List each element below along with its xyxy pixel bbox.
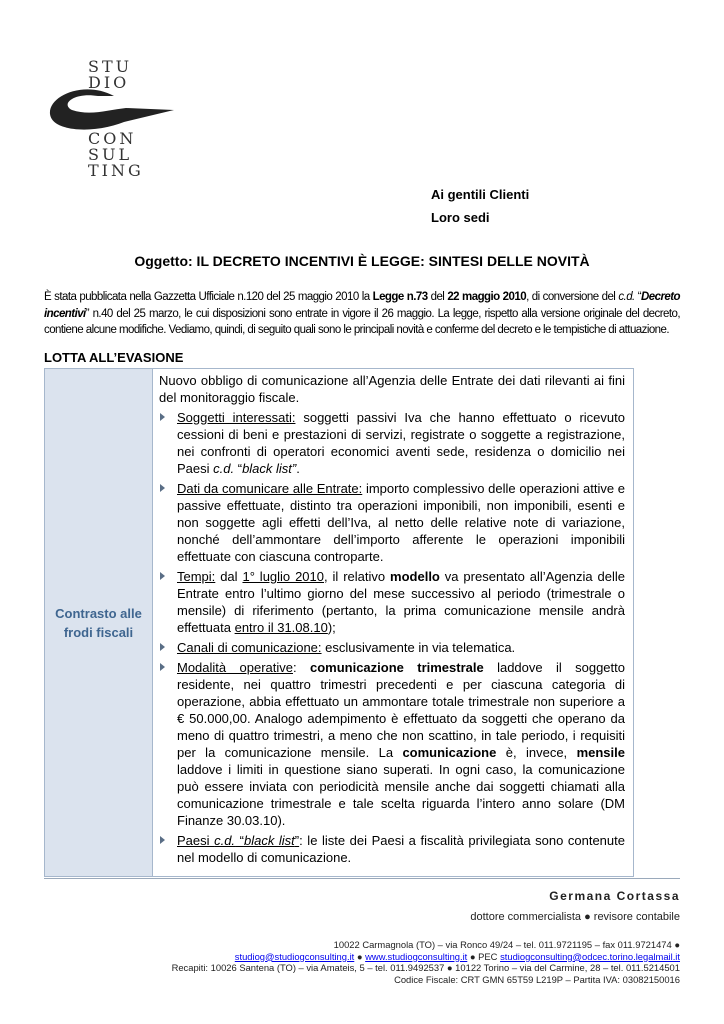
footer-name: Germana Cortassa <box>549 889 680 903</box>
intro-text: È stata pubblicata nella Gazzetta Ufficiale n.120 del 25 maggio 2010 la <box>44 291 373 303</box>
decree-name: Decreto incentivi <box>44 291 680 320</box>
bullet-text: “ <box>234 461 243 476</box>
bullet-bold: comunicazione <box>402 745 497 760</box>
footer-contacts <box>172 939 680 986</box>
list-item <box>159 832 625 866</box>
logo-line-1: STU <box>88 58 133 76</box>
bullet-text: va presentato all’Agenzia delle Entrate entro l’ultimo giorno del mese successivo al periodo (trimestrale o mensile) di riferimento (pertanto, la prima comunicazione mensile andrà effettuata <box>177 569 626 635</box>
addressee-block <box>431 187 529 233</box>
bullet-text: esclusivamente in via telematica. <box>321 640 516 655</box>
table-lead: Nuovo obbligo di comunicazione all’Agenzia delle Entrate dei dati rilevanti ai fini del monitoraggio fiscale. <box>159 373 625 405</box>
section-title: LOTTA ALL’EVASIONE <box>44 350 184 365</box>
bullet-arrow-icon <box>160 413 165 421</box>
list-item <box>159 659 625 829</box>
logo-line-3: CON <box>88 129 137 148</box>
logo-g-swoosh <box>50 89 174 129</box>
bullet-arrow-icon <box>160 643 165 651</box>
intro-paragraph <box>44 289 680 339</box>
bullet-heading: Soggetti interessati: <box>177 410 296 425</box>
bullet-bold: comunicazione trimestrale <box>309 660 484 675</box>
addressee-line: Ai gentili Clienti <box>431 187 530 202</box>
bullet-italic: c.d. <box>213 461 235 476</box>
bullet-heading: Modalità operative <box>177 660 293 675</box>
bullet-heading: Tempi: <box>177 569 216 584</box>
footer-separator: ● <box>354 950 366 962</box>
pec-email-link[interactable]: studiogconsulting@odcec.torino.legalmail.it <box>500 950 680 962</box>
intro-text: ” n.40 del 25 marzo, le cui disposizioni sono entrate in vigore il 26 maggio. La legge, rispetto alla versione originale del decreto, contiene alcune modifiche. Vediamo, quindi, di seguito quali sono le principali novità e conferme del decreto e le tempistiche di attuazione. <box>44 307 680 336</box>
bullet-arrow-icon <box>160 836 165 844</box>
bullet-italic: black list” <box>242 461 297 476</box>
studio-consulting-logo <box>44 58 184 178</box>
bullet-text: soggetti passivi Iva che hanno effettuato o ricevuto cessioni di beni e prestazioni di servizi, registrate o soggette a registrazione, nei confronti di operatori economici aventi sede, residenza o domicilio nei Paesi <box>177 410 625 476</box>
bullet-underline: 1° luglio 2010 <box>242 569 324 584</box>
footer-title: dottore commercialista ● revisore contabile <box>470 911 680 923</box>
bullet-heading: Dati da comunicare alle Entrate: <box>177 481 363 496</box>
bullet-text: laddove i limiti in questione siano superati. In ogni caso, la comunicazione può essere inviata con periodicità mensile anche dai soggetti chiamati alla comunicazione trimestrale e tale scelta riguarda l’intero anno solare (DM Finanze 30.03.10). <box>177 762 625 828</box>
list-item <box>159 480 625 565</box>
bullet-text: dal <box>215 569 243 584</box>
intro-text: del <box>427 291 448 303</box>
intro-italic: c.d. <box>618 291 635 303</box>
logo-line-2: DIO <box>88 73 130 92</box>
list-item <box>159 568 625 636</box>
footer-fiscal-line: Codice Fiscale: CRT GMN 65T59 L219P – Partita IVA: 03082150016 <box>394 974 680 986</box>
bullet-heading-part: ” <box>294 833 300 848</box>
bullet-text: , il relativo <box>324 569 391 584</box>
website-link[interactable]: www.studiogconsulting.it <box>365 950 468 962</box>
table-label-cell <box>45 369 153 876</box>
list-item <box>159 639 625 656</box>
list-item <box>159 409 625 477</box>
bullet-heading <box>177 833 299 848</box>
logo-line-5: TING <box>88 161 144 178</box>
bullet-arrow-icon <box>160 484 165 492</box>
bullet-bold: mensile <box>576 745 625 760</box>
bullet-text: ); <box>327 620 336 635</box>
bullet-heading-italic: black list <box>243 833 295 848</box>
law-number: Legge n.73 <box>372 291 428 303</box>
bullet-underline: entro il 31.08.10 <box>234 620 328 635</box>
footer-address-line: 10022 Carmagnola (TO) – via Ronco 49/24 – tel. 011.9721195 – fax 011.9721474 ● <box>333 939 680 950</box>
table-content-cell <box>159 372 625 866</box>
info-table <box>44 368 634 877</box>
footer-divider <box>44 878 680 879</box>
email-link[interactable]: studiog@studiogconsulting.it <box>234 950 355 962</box>
bullet-heading-italic: c.d. <box>214 833 236 848</box>
addressee-line: Loro sedi <box>431 210 490 225</box>
footer-recapiti-line: Recapiti: 10026 Santena (TO) – via Amateis, 5 – tel. 011.9492537 ● 10122 Torino – via del Carmine, 28 – tel. 011.5214501 <box>171 962 680 974</box>
bullet-heading-part: “ <box>235 833 244 848</box>
bullet-heading-part: Paesi <box>177 833 215 848</box>
bullet-text: . <box>296 461 300 476</box>
bullet-text: : le liste dei Paesi a fiscalità privilegiata sono contenute nel modello di comunicazione. <box>177 833 625 865</box>
intro-text: , di conversione del <box>526 291 619 303</box>
footer-links-line <box>172 951 680 963</box>
table-label: Contrasto alle frodi fiscali <box>55 605 142 640</box>
bullet-arrow-icon <box>160 663 165 671</box>
bullet-text: importo complessivo delle operazioni attive e passive effettuate, distinto tra operazioni imponibili, non imponibili, esenti e non soggette agli effetti dell’Iva, al netto delle relative note di variazione, nonché dell’ammontare dell’importo afferente le operazioni imponibili effettuate con ciascuna controparte. <box>177 481 625 564</box>
law-date: 22 maggio 2010 <box>447 291 527 303</box>
bullet-text: : <box>292 660 310 675</box>
bullet-arrow-icon <box>160 572 165 580</box>
bullet-text: laddove il soggetto residente, nei quattro trimestri precedenti e per ciascuna categoria di operazione, abbia effettuato un ammontare totale trimestrale non superiore a € 50.000,00. Analogo adempimento è effettuato da soggetti che operano da meno di quattro trimestri, a meno che non scattino, in tale periodo, i requisiti per la comunicazione mensile. La <box>177 660 625 760</box>
bullet-heading: Canali di comunicazione: <box>177 640 322 655</box>
bullet-text: è, invece, <box>496 745 577 760</box>
logo-line-4: SUL <box>88 145 133 164</box>
footer-separator: ● PEC <box>467 950 501 962</box>
subject-heading: Oggetto: IL DECRETO INCENTIVI È LEGGE: SINTESI DELLE NOVITÀ <box>134 253 590 269</box>
bullet-bold: modello <box>390 569 440 584</box>
bullet-list <box>159 409 625 866</box>
intro-text: “ <box>634 291 641 303</box>
